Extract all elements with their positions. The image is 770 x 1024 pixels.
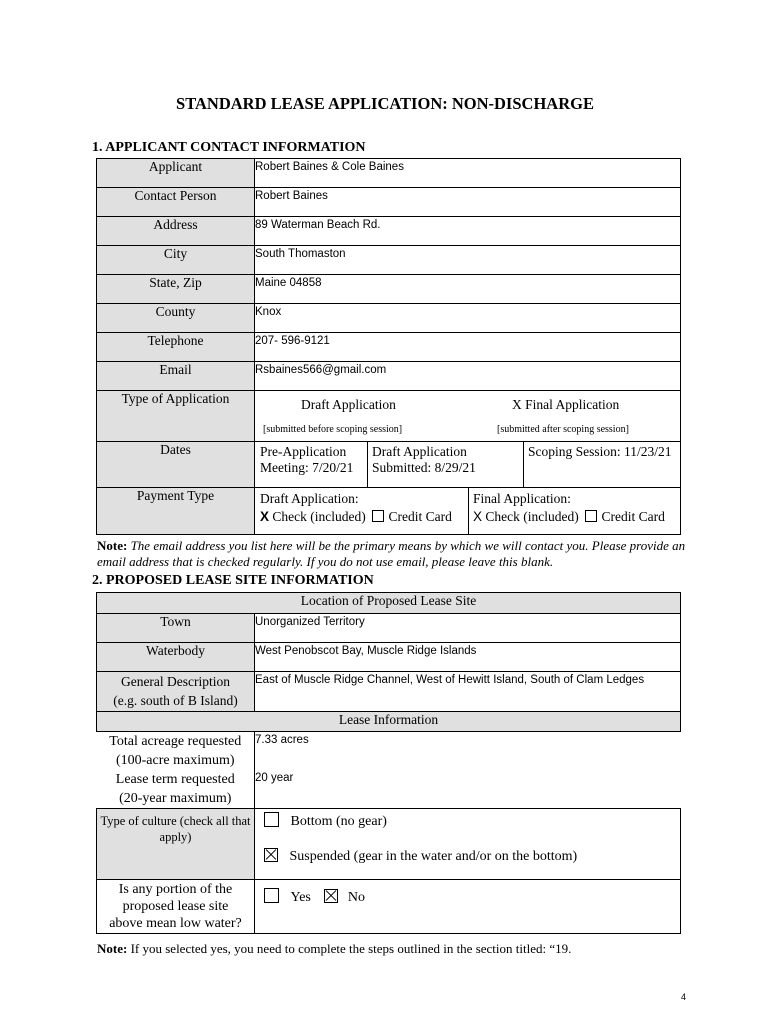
waterbody-label: Waterbody (97, 643, 255, 672)
culture-suspended-label: Suspended (gear in the water and/or on the bottom) (289, 849, 578, 864)
mlw-yes-label: Yes (290, 890, 311, 905)
draft-submitted-line1: Draft Application (372, 444, 467, 459)
section-2-heading: 2. PROPOSED LEASE SITE INFORMATION (92, 573, 374, 588)
town-label: Town (97, 614, 255, 643)
county-label: County (97, 304, 255, 333)
lease-information-header: Lease Information (97, 712, 681, 732)
pre-application-line1: Pre-Application (260, 444, 347, 459)
payment-type-label: Payment Type (97, 488, 255, 535)
culture-type-row (97, 809, 681, 880)
town-row (97, 614, 681, 643)
lease-term-label: Lease term requested (115, 772, 235, 787)
lease-term-row (97, 770, 681, 809)
type-of-application-label: Type of Application (97, 391, 255, 442)
waterbody-value[interactable]: West Penobscot Bay, Muscle Ridge Islands (255, 645, 477, 657)
dates-row (97, 442, 681, 488)
location-header: Location of Proposed Lease Site (97, 593, 681, 614)
mlw-no-checkbox[interactable] (324, 889, 338, 903)
final-application-mark: X (512, 397, 522, 412)
final-check-mark[interactable]: X (473, 509, 483, 524)
general-description-example: (e.g. south of B Island) (113, 693, 238, 708)
culture-suspended-option[interactable] (264, 848, 577, 865)
county-value[interactable]: Knox (255, 306, 282, 318)
final-check-label: Check (included) (485, 509, 579, 524)
draft-payment-heading: Draft Application: (260, 491, 359, 506)
draft-credit-label: Credit Card (388, 509, 452, 524)
page-number: 4 (681, 992, 687, 1002)
mlw-label-line3: above mean low water? (109, 916, 242, 931)
final-payment-heading: Final Application: (473, 491, 571, 506)
email-row (97, 362, 681, 391)
culture-bottom-label: Bottom (no gear) (290, 814, 387, 829)
telephone-value[interactable]: 207- 596-9121 (255, 335, 330, 347)
section-1-heading: 1. APPLICANT CONTACT INFORMATION (92, 140, 366, 155)
mean-low-water-row (97, 880, 681, 934)
email-label: Email (97, 362, 255, 391)
lease-term-value[interactable]: 20 year (255, 772, 294, 784)
culture-type-label: Type of culture (check all that apply) (97, 809, 255, 880)
scoping-session-date[interactable]: Scoping Session: 11/23/21 (528, 444, 672, 459)
lease-term-max: (20-year maximum) (119, 791, 232, 806)
general-description-row (97, 672, 681, 712)
culture-bottom-option[interactable] (264, 812, 387, 830)
address-row (97, 217, 681, 246)
mlw-note (97, 941, 697, 957)
general-description-label: General Description (120, 674, 231, 689)
email-value[interactable]: Rsbaines566@gmail.com (255, 364, 387, 376)
county-row (97, 304, 681, 333)
waterbody-row (97, 643, 681, 672)
email-note-label: Note: (97, 538, 128, 553)
final-credit-checkbox[interactable] (585, 510, 597, 522)
email-note-text: The email address you list here will be the primary means by which we will contact you. Please provide an email address that is checked regularly. If you do not use email, please leave this blank. (97, 538, 686, 569)
applicant-row (97, 159, 681, 188)
mlw-note-label: Note: (97, 941, 128, 956)
contact-person-row (97, 188, 681, 217)
payment-type-row (97, 488, 681, 535)
address-value[interactable]: 89 Waterman Beach Rd. (255, 219, 381, 231)
state-zip-value[interactable]: Maine 04858 (255, 277, 322, 289)
city-value[interactable]: South Thomaston (255, 248, 346, 260)
email-note (97, 538, 697, 570)
telephone-row (97, 333, 681, 362)
general-description-value[interactable]: East of Muscle Ridge Channel, West of Hewitt Island, South of Clam Ledges (255, 674, 645, 686)
lease-site-table (96, 592, 681, 934)
type-of-application-row (97, 391, 681, 442)
mlw-yes-checkbox[interactable] (264, 888, 279, 903)
contact-person-label: Contact Person (97, 188, 255, 217)
culture-suspended-checkbox[interactable] (264, 848, 278, 862)
acreage-row (97, 732, 681, 771)
draft-check-mark[interactable]: X (260, 509, 270, 524)
draft-submitted-line2[interactable]: Submitted: 8/29/21 (372, 460, 476, 475)
dates-label: Dates (97, 442, 255, 488)
draft-credit-checkbox[interactable] (372, 510, 384, 522)
final-application-label: Final Application (525, 397, 620, 412)
pre-application-line2[interactable]: Meeting: 7/20/21 (260, 460, 354, 475)
final-credit-label: Credit Card (601, 509, 665, 524)
applicant-value[interactable]: Robert Baines & Cole Baines (255, 161, 404, 173)
mlw-options (264, 888, 365, 906)
applicant-label: Applicant (97, 159, 255, 188)
draft-application-option[interactable]: Draft Application (301, 397, 396, 412)
final-application-note: [submitted after scoping session] (497, 424, 629, 435)
contact-person-value[interactable]: Robert Baines (255, 190, 328, 202)
state-zip-label: State, Zip (97, 275, 255, 304)
acreage-label: Total acreage requested (109, 734, 242, 749)
applicant-contact-table (96, 158, 681, 535)
mlw-no-label: No (347, 890, 365, 905)
final-application-option[interactable] (512, 397, 619, 413)
mlw-label-line2: proposed lease site (122, 899, 229, 914)
telephone-label: Telephone (97, 333, 255, 362)
acreage-value[interactable]: 7.33 acres (255, 734, 309, 746)
state-zip-row (97, 275, 681, 304)
acreage-max: (100-acre maximum) (115, 753, 235, 768)
city-row (97, 246, 681, 275)
city-label: City (97, 246, 255, 275)
draft-check-label: Check (included) (272, 509, 366, 524)
address-label: Address (97, 217, 255, 246)
mlw-label-line1: Is any portion of the (118, 882, 233, 897)
draft-application-note: [submitted before scoping session] (263, 424, 403, 435)
town-value[interactable]: Unorganized Territory (255, 616, 365, 628)
page-title: STANDARD LEASE APPLICATION: NON-DISCHARGE (176, 94, 594, 113)
culture-bottom-checkbox[interactable] (264, 812, 279, 827)
mlw-note-text: If you selected yes, you need to complete the steps outlined in the section titled: “19. (130, 941, 572, 956)
